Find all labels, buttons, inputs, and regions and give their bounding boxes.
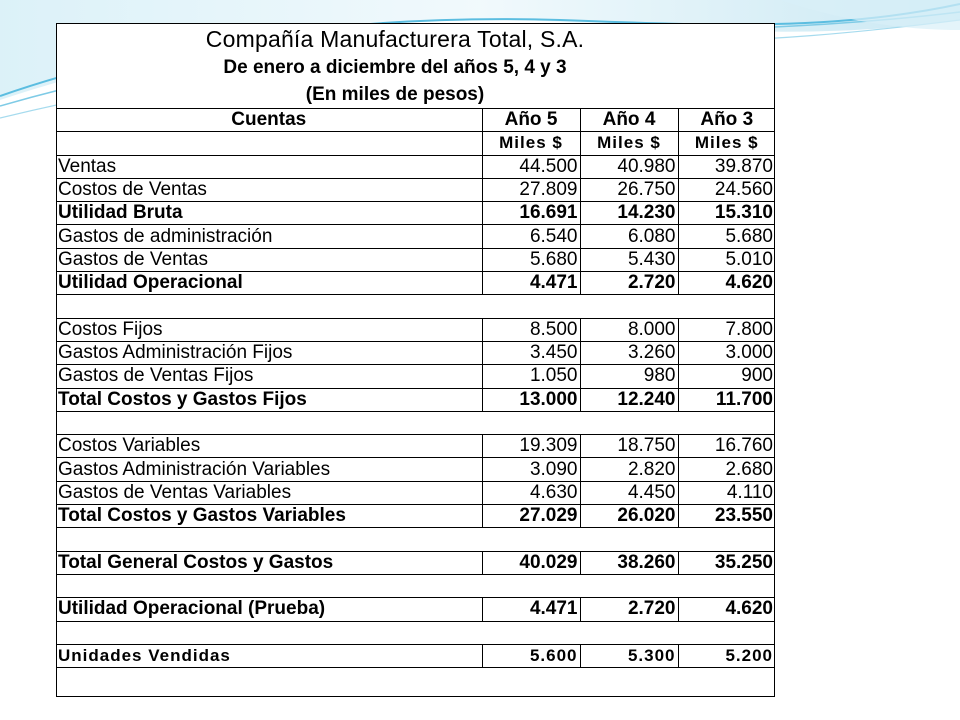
column-header-year: Año 5 [482, 109, 580, 132]
value-cell: 1.050 [482, 365, 580, 388]
value-cell: 18.750 [580, 435, 678, 458]
table-row [56, 435, 775, 458]
value-cell: 14.230 [580, 202, 678, 225]
value-cell: 4.110 [678, 481, 775, 504]
value-cell: 35.250 [678, 551, 775, 574]
value-cell: 5.680 [678, 225, 775, 248]
account-label: Costos de Ventas [56, 178, 482, 201]
table-row [56, 318, 775, 341]
value-cell: 5.430 [580, 248, 678, 271]
value-cell: 4.471 [482, 272, 580, 295]
account-label: Total Costos y Gastos Variables [56, 505, 482, 528]
value-cell: 16.691 [482, 202, 580, 225]
value-cell: 4.620 [678, 272, 775, 295]
column-header-unit: Miles $ [580, 132, 678, 155]
value-cell: 5.300 [580, 644, 678, 667]
header-row-units [56, 132, 775, 155]
value-cell: 8.500 [482, 318, 580, 341]
table-row [56, 481, 775, 504]
spacer-cell [678, 411, 775, 434]
value-cell: 19.309 [482, 435, 580, 458]
value-cell: 2.720 [580, 598, 678, 621]
value-cell: 7.800 [678, 318, 775, 341]
spacer-cell [580, 574, 678, 597]
value-cell: 4.630 [482, 481, 580, 504]
account-label: Costos Fijos [56, 318, 482, 341]
table-row [56, 388, 775, 411]
spacer-cell [678, 528, 775, 551]
account-label: Utilidad Operacional (Prueba) [56, 598, 482, 621]
value-cell: 5.010 [678, 248, 775, 271]
value-cell: 980 [580, 365, 678, 388]
spacer-cell [580, 295, 678, 318]
value-cell: 15.310 [678, 202, 775, 225]
value-cell: 26.750 [580, 178, 678, 201]
account-label: Total General Costos y Gastos [56, 551, 482, 574]
table-row [56, 225, 775, 248]
table-row [56, 644, 775, 667]
table-row [56, 155, 775, 178]
value-cell: 3.450 [482, 341, 580, 364]
spacer-cell [482, 411, 580, 434]
value-cell: 39.870 [678, 155, 775, 178]
value-cell: 5.680 [482, 248, 580, 271]
spacer-cell [482, 528, 580, 551]
account-label: Gastos de Ventas Fijos [56, 365, 482, 388]
value-cell: 6.540 [482, 225, 580, 248]
column-header-unit: Miles $ [482, 132, 580, 155]
value-cell: 2.680 [678, 458, 775, 481]
account-label: Gastos de Ventas Variables [56, 481, 482, 504]
account-label: Total Costos y Gastos Fijos [56, 388, 482, 411]
spacer-cell [580, 621, 678, 644]
value-cell: 27.029 [482, 505, 580, 528]
account-label: Gastos de Ventas [56, 248, 482, 271]
account-label: Gastos Administración Variables [56, 458, 482, 481]
table-row [56, 551, 775, 574]
value-cell: 4.450 [580, 481, 678, 504]
financial-table [56, 108, 775, 668]
table-row [56, 178, 775, 201]
table-row [56, 341, 775, 364]
value-cell: 5.200 [678, 644, 775, 667]
value-cell: 40.029 [482, 551, 580, 574]
column-header-blank [56, 132, 482, 155]
value-cell: 5.600 [482, 644, 580, 667]
table-row [56, 598, 775, 621]
spacer-cell [482, 574, 580, 597]
financial-statement-sheet [56, 23, 775, 697]
value-cell: 6.080 [580, 225, 678, 248]
account-label: Unidades Vendidas [56, 644, 482, 667]
spacer-cell [678, 295, 775, 318]
account-label: Costos Variables [56, 435, 482, 458]
spacer-cell [482, 621, 580, 644]
spacer-cell [56, 411, 482, 434]
column-header-unit: Miles $ [678, 132, 775, 155]
account-label: Gastos de administración [56, 225, 482, 248]
value-cell: 23.550 [678, 505, 775, 528]
header-row-years [56, 109, 775, 132]
spacer-cell [482, 295, 580, 318]
value-cell: 3.260 [580, 341, 678, 364]
spacer-cell [56, 621, 482, 644]
value-cell: 4.620 [678, 598, 775, 621]
spacer-cell [678, 574, 775, 597]
spacer-row [56, 621, 775, 644]
period-subtitle: De enero a diciembre del años 5, 4 y 3 [223, 57, 567, 78]
table-row [56, 505, 775, 528]
spacer-row [56, 295, 775, 318]
account-label: Ventas [56, 155, 482, 178]
table-row [56, 202, 775, 225]
column-header-year: Año 4 [580, 109, 678, 132]
value-cell: 24.560 [678, 178, 775, 201]
value-cell: 2.820 [580, 458, 678, 481]
spacer-cell [56, 528, 482, 551]
spacer-cell [580, 411, 678, 434]
value-cell: 13.000 [482, 388, 580, 411]
table-row [56, 458, 775, 481]
spacer-row [56, 528, 775, 551]
spacer-cell [56, 574, 482, 597]
value-cell: 8.000 [580, 318, 678, 341]
value-cell: 26.020 [580, 505, 678, 528]
table-row [56, 272, 775, 295]
value-cell: 16.760 [678, 435, 775, 458]
account-label: Gastos Administración Fijos [56, 341, 482, 364]
value-cell: 3.000 [678, 341, 775, 364]
value-cell: 38.260 [580, 551, 678, 574]
value-cell: 2.720 [580, 272, 678, 295]
table-body [56, 109, 775, 668]
value-cell: 900 [678, 365, 775, 388]
value-cell: 44.500 [482, 155, 580, 178]
value-cell: 11.700 [678, 388, 775, 411]
value-cell: 27.809 [482, 178, 580, 201]
value-cell: 12.240 [580, 388, 678, 411]
account-label: Utilidad Operacional [56, 272, 482, 295]
spacer-row [56, 574, 775, 597]
unit-note: (En miles de pesos) [305, 84, 485, 105]
company-title: Compañía Manufacturera Total, S.A. [205, 26, 585, 52]
table-row [56, 365, 775, 388]
table-row [56, 248, 775, 271]
value-cell: 4.471 [482, 598, 580, 621]
value-cell: 3.090 [482, 458, 580, 481]
account-label: Utilidad Bruta [56, 202, 482, 225]
spacer-cell [56, 295, 482, 318]
column-header-year: Año 3 [678, 109, 775, 132]
spacer-cell [580, 528, 678, 551]
column-header-accounts: Cuentas [56, 109, 482, 132]
spacer-row [56, 411, 775, 434]
spacer-cell [678, 621, 775, 644]
value-cell: 40.980 [580, 155, 678, 178]
